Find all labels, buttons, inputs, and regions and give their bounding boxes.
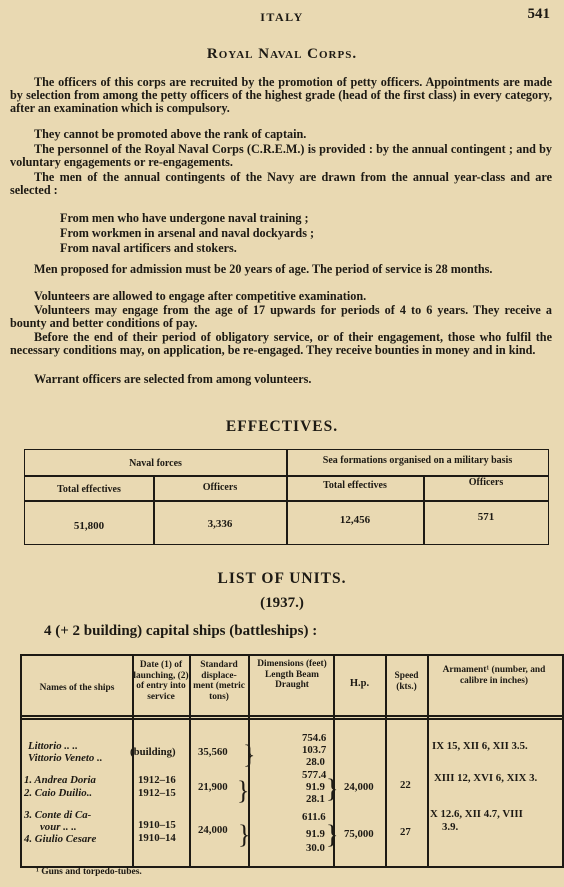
effectives-value: 571 [477, 511, 495, 523]
effectives-value: 51,800 [73, 520, 105, 532]
ship-armament: XIII 12, XVI 6, XIX 3. [434, 772, 538, 784]
ship-displacement: 21,900 [198, 781, 228, 793]
units-header-armament: Armament¹ (number, and calibre in inches) [442, 665, 546, 686]
units-header-speed: Speed (kts.) [394, 671, 419, 692]
ship-length: 577.4 [302, 769, 327, 781]
effectives-group-header: Sea formations organised on a military basis [322, 455, 513, 466]
ship-name: 1. Andrea Doria [24, 774, 96, 786]
brace-glyph: } [243, 740, 256, 769]
corps-paragraph: Volunteers may engage from the age of 17 upwards for periods of 4 to 6 years. They receive a bounty and better conditions of pay. [10, 303, 552, 330]
ship-name: Littorio .. .. [28, 740, 78, 752]
ship-date: 1910–14 [138, 832, 176, 844]
ship-length: 754.6 [302, 732, 327, 744]
capital-ships-heading: 4 (+ 2 building) capital ships (battleships) : [44, 623, 318, 639]
ship-draught: 30.0 [306, 842, 325, 854]
brace-glyph: } [237, 776, 250, 805]
ship-name: vour .. .. [40, 821, 77, 833]
page-number: 541 [527, 6, 550, 22]
corps-paragraph: They cannot be promoted above the rank of captain. [34, 127, 307, 141]
effectives-column-header: Total effectives [323, 480, 387, 491]
ship-speed: 22 [400, 779, 411, 791]
corps-paragraph: The personnel of the Royal Naval Corps (C.R.E.M.) is provided : by the annual contingent ; and by voluntary engagements or re-engagements. [10, 142, 552, 169]
effectives-group-header: Naval forces [129, 458, 182, 469]
ship-beam: 91.9 [306, 828, 325, 840]
ship-name: Vittorio Veneto .. [28, 752, 103, 764]
ship-hp: 24,000 [344, 781, 374, 793]
units-header-displacement: Standard displace- ment (metric tons) [193, 660, 245, 702]
corps-paragraph: Volunteers are allowed to engage after competitive examination. [34, 289, 367, 303]
units-header-dimensions: Dimensions (feet) Length Beam Draught [257, 659, 327, 690]
ship-speed: 27 [400, 826, 411, 838]
effectives-table [24, 449, 549, 545]
units-year: (1937.) [260, 595, 304, 611]
units-header-date: Date (1) of launching, (2) of entry into service [133, 660, 189, 702]
ship-displacement: 35,560 [198, 746, 228, 758]
units-header-hp: H.p. [349, 678, 370, 689]
ship-date: (building) [130, 746, 176, 758]
effectives-heading: EFFECTIVES. [225, 418, 339, 435]
corps-paragraph: Before the end of their period of obligatory service, or of their engagement, those who fulfil the necessary conditions may, on application, be re-engaged. They receive bounties in money and in kind. [10, 330, 552, 357]
effectives-value: 12,456 [339, 514, 371, 526]
ship-length: 611.6 [302, 811, 326, 823]
units-table [20, 654, 564, 868]
brace-glyph: } [326, 820, 339, 849]
ship-name: 4. Giulio Cesare [24, 833, 97, 845]
ship-armament: IX 15, XII 6, XII 3.5. [432, 740, 528, 752]
ship-beam: 91.9 [306, 781, 325, 793]
footnote: ¹ Guns and torpedo-tubes. [36, 867, 142, 877]
selection-list-item: From men who have undergone naval training ; [60, 211, 309, 225]
effectives-value: 3,336 [207, 518, 233, 530]
selection-list-item: From naval artificers and stokers. [60, 241, 237, 255]
units-heading: LIST OF UNITS. [217, 570, 347, 587]
ship-date: 1912–16 [138, 774, 176, 786]
corps-heading: Royal Naval Corps. [206, 46, 358, 62]
ship-date: 1912–15 [138, 787, 176, 799]
corps-paragraph: Men proposed for admission must be 20 years of age. The period of service is 28 months. [34, 262, 493, 276]
ship-displacement: 24,000 [198, 824, 228, 836]
ship-hp: 75,000 [344, 828, 374, 840]
running-header: ITALY [260, 10, 304, 24]
selection-list-item: From workmen in arsenal and naval dockyards ; [60, 226, 315, 240]
ship-beam: 103.7 [302, 744, 327, 756]
ship-armament: 3.9. [442, 821, 459, 833]
ship-draught: 28.0 [306, 756, 325, 768]
ship-draught: 28.1 [306, 793, 325, 805]
ship-name: 3. Conte di Ca- [24, 809, 92, 821]
corps-paragraph: Warrant officers are selected from among volunteers. [34, 372, 312, 386]
corps-paragraph: The men of the annual contingents of the Navy are drawn from the annual year-class and are selected : [10, 170, 552, 197]
effectives-column-header: Officers [468, 477, 504, 488]
effectives-column-header: Officers [202, 482, 238, 493]
units-header-names: Names of the ships [39, 683, 115, 693]
brace-glyph: } [238, 820, 251, 849]
ship-armament: X 12.6, XII 4.7, VIII [430, 808, 523, 820]
brace-glyph: } [326, 774, 339, 803]
ship-name: 2. Caio Duilio.. [24, 787, 93, 799]
ship-date: 1910–15 [138, 819, 176, 831]
effectives-column-header: Total effectives [57, 484, 121, 495]
corps-paragraph: The officers of this corps are recruited by the promotion of petty officers. Appointments are made by selection from among the petty officers of the highest grade (head of the first class) in every category, after an examination which is compulsory. [10, 75, 552, 115]
